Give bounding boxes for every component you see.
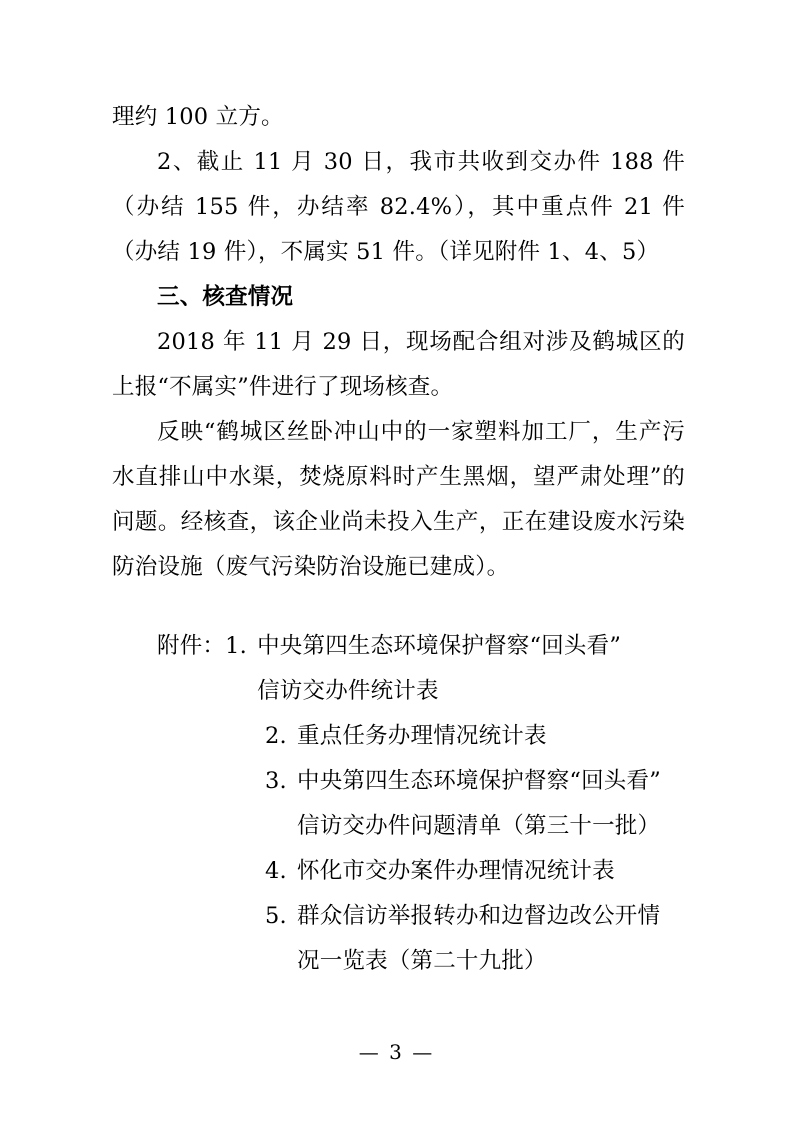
attachment-item bbox=[157, 714, 685, 759]
attachment-number: 5. bbox=[265, 903, 287, 929]
attachment-item bbox=[157, 759, 685, 849]
attachment-number: 2. bbox=[265, 723, 287, 749]
attachment-line-2: 况一览表（第二十九批） bbox=[297, 948, 547, 974]
attachment-number: 3. bbox=[265, 768, 287, 794]
attachment-line-1: 群众信访举报转办和边督边改公开情 bbox=[297, 903, 661, 929]
attachment-line-1: 怀化市交办案件办理情况统计表 bbox=[297, 858, 615, 884]
attachment-number: 4. bbox=[265, 858, 287, 884]
paragraph-item-2: 2、截止 11 月 30 日，我市共收到交办件 188 件（办结 155 件，办结率 82.4%），其中重点件 21 件（办结 19 件），不属实 51 件。（详见附件 1、4、5） bbox=[112, 149, 685, 265]
attachments-list bbox=[112, 624, 685, 984]
attachment-line-2: 信访交办件统计表 bbox=[257, 678, 439, 704]
attachment-line-1: 中央第四生态环境保护督察“回头看” bbox=[257, 633, 622, 659]
page-number-footer: — 3 — bbox=[358, 1040, 435, 1064]
attachment-text bbox=[297, 759, 685, 849]
attachment-item bbox=[157, 849, 685, 894]
attachments-label: 附件： bbox=[157, 633, 226, 659]
attachment-number: 1. bbox=[225, 633, 247, 659]
attachment-item bbox=[157, 894, 685, 984]
attachment-line-1: 中央第四生态环境保护督察“回头看” bbox=[297, 768, 661, 794]
paragraph-complaint-case: 反映“鹤城区丝卧冲山中的一家塑料加工厂，生产污水直排山中水渠，焚烧原料时产生黑烟，望严肃处理”的问题。经核查，该企业尚未投入生产，正在建设废水污染防治设施（废气污染防治设施已建成）。 bbox=[112, 419, 685, 580]
attachment-text bbox=[297, 894, 685, 984]
attachment-line-1: 重点任务办理情况统计表 bbox=[297, 723, 547, 749]
paragraph-continuation: 理约 100 立方。 bbox=[112, 104, 284, 130]
attachment-item bbox=[157, 624, 685, 714]
attachment-text bbox=[257, 624, 685, 714]
attachment-line-2: 信访交办件问题清单（第三十一批） bbox=[297, 813, 661, 839]
paragraph-onsite-verification: 2018 年 11 月 29 日，现场配合组对涉及鹤城区的上报“不属实”件进行了现场核查。 bbox=[112, 329, 685, 400]
paragraph-spacer bbox=[112, 590, 685, 624]
document-body bbox=[112, 95, 685, 984]
attachment-text bbox=[297, 714, 685, 759]
section-heading-three: 三、核查情况 bbox=[157, 284, 294, 310]
attachment-text bbox=[297, 849, 685, 894]
